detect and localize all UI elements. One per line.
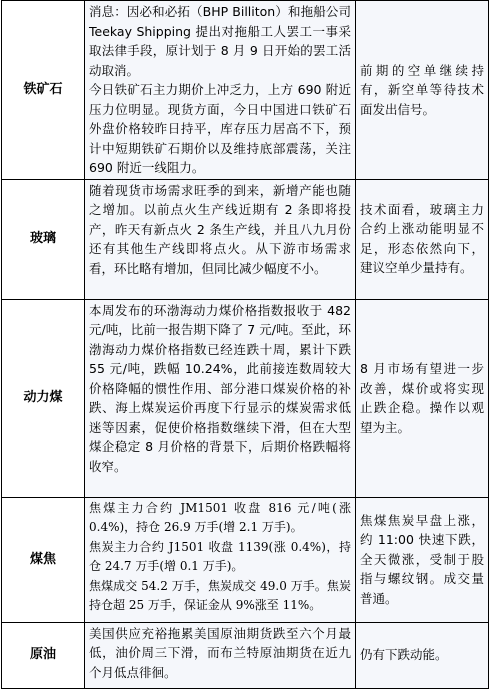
table-row: [2, 179, 489, 299]
category-cell: 玻璃: [2, 179, 85, 299]
category-cell: 煤焦: [2, 497, 85, 622]
commodity-table: [1, 0, 489, 689]
table-row: [2, 622, 489, 688]
news-paragraph: 今日铁矿石主力期价上冲乏力，上方 690 附近压力位明显。现货方面，今日中国进口铁矿石外盘价格较昨日持平，库存压力居高不下，预计中短期铁矿石期价以及维持底部震荡，关注 690 附近一线阻力。: [89, 82, 351, 175]
view-cell: 技术面看，玻璃主力合约上涨动能明显不足，形态依然向下，建议空单少量持有。: [356, 179, 489, 299]
news-paragraph: 消息：因必和必拓（BHP Billiton）和拖船公司 Teekay Shipping 提出对拖船工人罢工一事采取法律手段，原计划于 8 月 9 日开始的罢工活动取消。: [89, 4, 351, 78]
category-cell: 铁矿石: [2, 1, 85, 180]
view-cell: 前期的空单继续持有，新空单等待技术面发出信号。: [356, 1, 489, 180]
view-cell: 焦煤焦炭早盘上涨，约 11:00 快速下跌，全天微涨，受制于股指与螺纹钢。成交量普通。: [356, 497, 489, 622]
news-cell: [85, 299, 356, 497]
category-cell: 原油: [2, 622, 85, 688]
news-paragraph: 美国供应充裕拖累美国原油期货跌至六个月最低，油价周三下滑，而布兰特原油期货在近九个月低点徘徊。: [89, 625, 351, 680]
news-paragraph: 焦煤主力合约 JM1501 收盘 816 元/吨(涨 0.4%)，持仓 26.9 万手(增 2.1 万手)。: [89, 500, 351, 534]
news-cell: [85, 179, 356, 299]
table-row: [2, 497, 489, 622]
news-paragraph: 焦炭主力合约 J1501 收盘 1139(涨 0.4%)，持仓 24.7 万手(增 0.1 万手)。: [89, 539, 351, 573]
table-row: [2, 1, 489, 180]
news-paragraph: 焦煤成交 54.2 万手，焦炭成交 49.0 万手。焦炭持仓超 25 万手，保证金从 9%涨至 11%。: [89, 578, 351, 612]
news-paragraph: 随着现货市场需求旺季的到来，新增产能也随之增加。以前点火生产线近期有 2 条即将投产，昨天有新点火 2 条生产线，并且八九月份还有其他生产线即将点火。从下游市场需求看，环比略有增加，但同比减少幅度不小。: [89, 182, 351, 276]
table-row: [2, 299, 489, 497]
news-cell: [85, 497, 356, 622]
view-cell: 仍有下跌动能。: [356, 622, 489, 688]
news-paragraph: 本周发布的环渤海动力煤价格指数报收于 482 元/吨，比前一报告期下降了 7 元/吨。至此，环渤海动力煤价格指数已经连跌十周，累计下跌 55 元/吨，跌幅 10.24%，此前接连数周较大价格降幅的惯性作用、部分港口煤炭价格的补跌、海上煤炭运价再度下行显示的煤炭需求低迷等因素，促使价格指数继续下滑，但在大型煤企稳定 8 月价格的背景下，后期价格跌幅将收窄。: [89, 302, 351, 474]
view-cell: 8 月市场有望进一步改善，煤价或将实现止跌企稳。操作以观望为主。: [356, 299, 489, 497]
news-cell: [85, 622, 356, 688]
news-cell: [85, 1, 356, 180]
category-cell: 动力煤: [2, 299, 85, 497]
